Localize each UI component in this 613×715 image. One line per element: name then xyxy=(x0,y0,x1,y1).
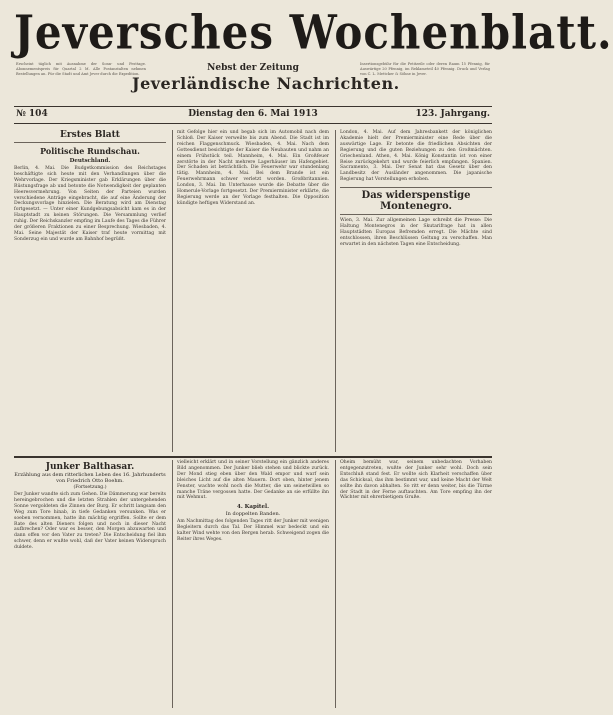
germany-rubric: Deutschland. xyxy=(69,158,111,164)
subtitle: Jeverländische Nachrichten. xyxy=(132,74,400,93)
serial-text: vielleicht erklärt und in seiner Vorstellung ein gänzlich anderes Bild angenommen. Der Junker blieb stehen und blickte zurück. Der Mond stieg eben über den Wald empor und warf sein bleiches Licht auf die alten Mauern. Dort oben, hinter jenem Fenster, wachte wohl noch die Mutter, die um seinetwillen so manche Träne vergossen hatte. Der Gedanke an sie erfüllte ihn mit Wehmut. xyxy=(177,460,329,501)
issue-number: № 104 xyxy=(16,109,48,119)
column-rule xyxy=(172,460,173,708)
newspaper-title: Jeversches Wochenblatt. xyxy=(14,5,613,60)
feuilleton-column-3 xyxy=(340,460,492,708)
date-bar xyxy=(14,106,492,124)
feuilleton-column-1 xyxy=(14,460,166,708)
column-rule xyxy=(335,130,336,452)
feuilleton-divider xyxy=(14,456,492,458)
volume-year: 123. Jahrgang. xyxy=(415,109,490,119)
serial-author: von Friedrich Otto Boehm. xyxy=(56,478,124,484)
masthead xyxy=(14,5,613,98)
feuilleton-column-2 xyxy=(177,460,329,708)
article-text: London, 4. Mai. Auf dem Jahresbankett der königlichen Akademie hielt der Premierminister eine Rede über die auswärtige Lage. Er betonte die friedlichen Absichten der Regierung und die guten Beziehungen zu den Großmächten. Griechenland. Athen, 4. Mai. König Konstantin ist von einer Reise zurückgekehrt und wurde feierlich empfangen. Spanien. Sacramento, 3. Mai. Der Senat hat das Gesetz über den Landbesitz der Ausländer angenommen. Die japanische Regierung hat Vorstellungen erhoben. xyxy=(340,130,492,183)
chapter-heading: 4. Kapitel. xyxy=(237,504,269,511)
chapter-subtitle: In doppelten Banden. xyxy=(225,511,281,518)
column-rule xyxy=(172,130,173,452)
serial-text: Am Nachmittag des folgenden Tages ritt der Junker mit wenigen Begleitern durch das Tal. Der Himmel war bedeckt und ein kalter Wind wehte von den Bergen herab. Schweigend zogen die Reiter ihres Weges. xyxy=(177,519,329,543)
column-3 xyxy=(340,130,492,452)
article-text: Wien, 3. Mai. Zur allgemeinen Lage schreibt die Presse: Die Haltung Montenegros in der Skutarifrage hat in allen Hauptstädten Europas Befremden erregt. Die Mächte sind entschlossen, ihren Beschlüssen Geltung zu verschaffen. Man erwartet in den nächsten Tagen eine Entscheidung. xyxy=(340,218,492,247)
first-sheet-heading: Erstes Blatt xyxy=(14,130,166,143)
masthead-center xyxy=(132,62,400,93)
column-2 xyxy=(177,130,329,452)
article-text: Berlin, 4. Mai. Die Budgetkommission des Reichstages beschäftigte sich heute mit den Verhandlungen über die Wehrvorlage. Der Kriegsminister gab Erklärungen über die Rüstungsfrage ab und betonte die Notwendigkeit der geplanten Heeresvermehrung. Von Seiten der Parteien wurden verschiedene Anträge eingebracht, die auf eine Änderung der Deckungsvorlage hinzielen. Die Beratung wird am Dienstag fortgesetzt. — Unter einer Kundgebungsabsicht kam es in der Hauptstadt zu keinen Störungen. Die Versammlung verlief ruhig. Der Reichskanzler empfing im Laufe des Tages die Führer der größeren Fraktionen zu einer Besprechung. Wiesbaden, 4. Mai. Seine Majestät der Kaiser traf heute vormittag mit Sonderzug ein und wurde am Bahnhof begrüßt. xyxy=(14,166,166,242)
serial-text: Oheim bemüht war, seinem unbedachten Vorhaben entgegenzutreten, wußte der Junker sehr wohl. Doch sein Entschluß stand fest. Er wollte sich Klarheit verschaffen über das Schicksal, das ihm bestimmt war, und keine Macht der Welt sollte ihn davon abhalten. So ritt er denn weiter, bis die Türme der Stadt in der Ferne auftauchten. Am Tore empfing ihn der Wächter mit ehrerbietigem Gruße. xyxy=(340,460,492,501)
upper-columns xyxy=(14,130,492,452)
subscription-note: Erscheint täglich mit Ausnahme der Sonn- und Festtage. Abonnementspreis für Quartal 2 M. Alle Postanstalten nehmen Bestellungen an. Für die Stadt und Amt Jever durch die Expedition. xyxy=(16,62,146,76)
feuilleton-section xyxy=(14,460,492,708)
article-text: mit Gefolge hier ein und begab sich im Automobil nach dem Schloß. Der Kaiser verweilte bis zum Abend. Die Stadt ist im reichen Flaggenschmuck. Wiesbaden, 4. Mai. Nach dem Gottesdienst besichtigte der Kaiser die Neubauten und nahm an einem Frühstück teil. Mannheim, 4. Mai. Ein Großfeuer zerstörte in der Nacht mehrere Lagerhäuser im Hafengebiet. Der Schaden ist beträchtlich. Die Feuerwehr war stundenlang tätig. Mannheim, 4. Mai. Bei dem Brande ist ein Feuerwehrmann schwer verletzt worden. Großbritannien. London, 3. Mai. Im Unterhause wurde die Debatte über die Homerule-Vorlage fortgesetzt. Der Premierminister erklärte, die Regierung werde an der Vorlage festhalten. Die Opposition kündigte heftigen Widerstand an. xyxy=(177,130,329,206)
serial-text: Der Junker wandte sich zum Gehen. Die Dämmerung war bereits hereingebrochen und die letzten Strahlen der untergehenden Sonne vergoldeten die Zinnen der Burg. Er schritt langsam den Weg zum Tore hinab, in tiefe Gedanken versunken. Was er soeben vernommen, hatte ihn mächtig ergriffen. Sollte er dem Rate des alten Dieners folgen und noch in dieser Nacht aufbrechen? Oder war es besser, den Morgen abzuwarten und dann offen vor den Vater zu treten? Die Entscheidung fiel ihm schwer, denn er wußte wohl, daß der Vater keinen Widerspruch duldete. xyxy=(14,492,166,551)
serial-subtitle: Erzählung aus dem ritterlichen Leben des 16. Jahrhunderts xyxy=(14,472,166,478)
masthead-subrow xyxy=(14,62,492,98)
column-rule xyxy=(335,460,336,708)
serial-title: Junker Balthasar. xyxy=(45,462,135,472)
column-1 xyxy=(14,130,166,452)
tagline: Nebst der Zeitung xyxy=(207,63,299,73)
serial-continuation: (Fortsetzung.) xyxy=(73,485,107,490)
advertising-note: Insertionsgebühr für die Petitzeile oder deren Raum 15 Pfennig, für Auswärtige 20 Pfennig, im Reklameteil 40 Pfennig. Druck und Verlag von C. L. Mettcker & Söhne in Jever. xyxy=(360,62,490,76)
montenegro-heading: Das widerspenstige Montenegro. xyxy=(340,187,492,215)
political-review-heading: Politische Rundschau. xyxy=(40,146,140,156)
newspaper-page xyxy=(14,5,613,708)
issue-date: Dienstag den 6. Mai 1913 xyxy=(188,109,318,119)
